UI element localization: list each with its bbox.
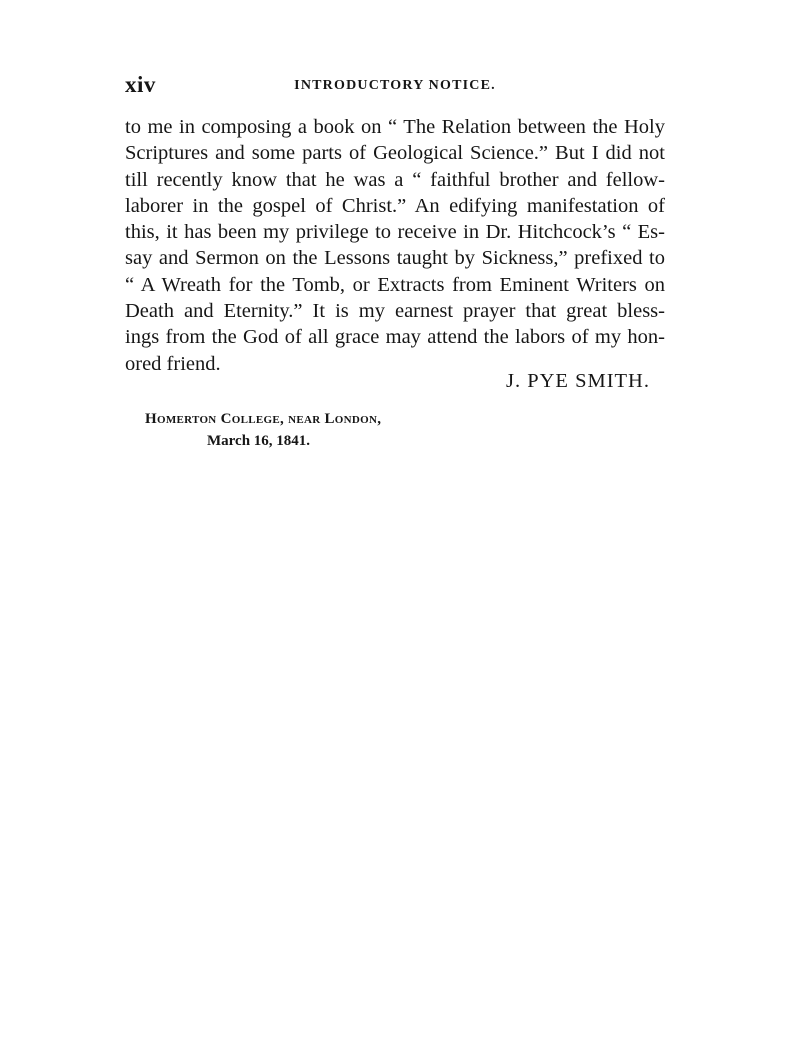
running-header: [125, 72, 665, 102]
running-title: INTRODUCTORY NOTICE.: [294, 78, 496, 93]
text-line: laborer in the gospel of Christ.” An edifying manifestation of: [125, 194, 665, 217]
text-line: to me in composing a book on “ The Relation between the Holy: [125, 116, 665, 138]
body-paragraph: [125, 114, 665, 377]
text-line: ored friend.: [125, 352, 221, 375]
text-line: “ A Wreath for the Tomb, or Extracts from Eminent Writers on: [125, 273, 665, 296]
text-line: till recently know that he was a “ faithful brother and fellow-: [125, 168, 665, 191]
text-line: say and Sermon on the Lessons taught by Sickness,” prefixed to: [125, 247, 665, 270]
page-number: xiv: [125, 72, 156, 97]
text-line: this, it has been my privilege to receive in Dr. Hitchcock’s “ Es-: [125, 221, 665, 244]
dateline-date: March 16, 1841.: [207, 433, 311, 449]
author-signature: J. PYE SMITH.: [506, 370, 650, 392]
dateline-place: Homerton College, near London,: [145, 411, 382, 427]
text-line: ings from the God of all grace may attend the labors of my hon-: [125, 326, 665, 349]
dateline: [145, 408, 381, 452]
text-line: Death and Eternity.” It is my earnest prayer that great bless-: [125, 300, 665, 323]
text-line: Scriptures and some parts of Geological Science.” But I did not: [125, 142, 665, 165]
